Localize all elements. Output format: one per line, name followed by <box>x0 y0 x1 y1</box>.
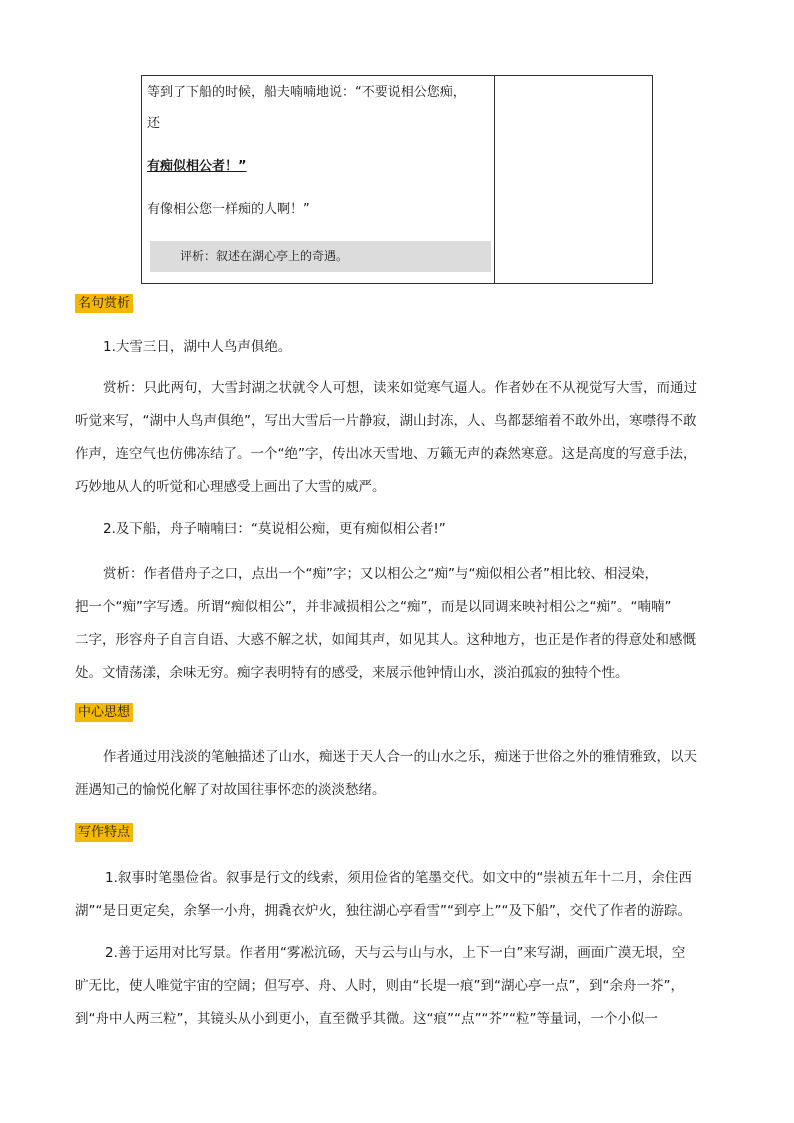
analysis-2-line: 把一个“痴”字写透。所谓“痴似相公”，并非减损相公之“痴”，而是以同调来映衬相公之“痴”。“喃喃” <box>75 599 672 615</box>
feature-2-line: 旷无比，使人唯觉宇宙的空阔；但写亭、舟、人时，则由“长堤一痕”到“湖心亭一点”，到“余舟一芥”， <box>75 978 684 994</box>
section-tag-famous-lines: 名句赏析 <box>75 294 133 313</box>
analysis-1-line: 作声，连空气也仿佛冻结了。一个“绝”字，传出冰天雪地、万籁无声的森然寒意。这是高度的写意手法， <box>75 446 697 462</box>
analysis-1-line: 赏析：只此两句，大雪封湖之状就令人可想，读来如觉寒气逼人。作者妙在不从视觉写大雪，而通过 <box>103 380 697 396</box>
famous-analysis-2-cont <box>75 591 735 690</box>
analysis-2-line: 赏析：作者借舟子之口，点出一个“痴”字；又以相公之“痴”与“痴似相公者”相比较、相浸染， <box>103 566 658 582</box>
famous-analysis-1 <box>103 372 763 405</box>
feature-1-line: 湖”“是日更定矣，余拏一小舟，拥毳衣炉火，独往湖心亭看雪”“到亭上”“及下船”，交代了作者的游踪。 <box>75 903 691 919</box>
central-idea-line: 作者通过用浅淡的笔触描述了山水，痴迷于天人合一的山水之乐，痴迷于世俗之外的雅情雅致，以天 <box>103 749 697 765</box>
central-idea-text <box>103 741 763 774</box>
analysis-2-line: 处。文情荡漾，余味无穷。痴字表明特有的感受，来展示他钟情山水，淡泊孤寂的独特个性。 <box>75 665 629 681</box>
translation-table <box>141 75 653 284</box>
feature-1 <box>105 862 765 895</box>
table-text-line-1: 等到了下船的时候，船夫喃喃地说：“不要说相公您痴， <box>147 85 466 100</box>
feature-1-cont <box>75 895 735 928</box>
table-text-line-2: 还 <box>147 116 161 131</box>
feature-2-cont <box>75 970 735 1036</box>
feature-2-line: 到“舟中人两三粒”，其镜头从小到更小，直至微乎其微。这“痕”“点”“芥”“粒”等量词，一个小似一 <box>75 1011 658 1027</box>
analysis-1-line: 巧妙地从人的听觉和心理感受上画出了大雪的威严。 <box>75 479 386 495</box>
table-translation: 有像相公您一样痴的人啊！” <box>147 202 310 217</box>
section-tag-writing-features: 写作特点 <box>75 823 133 842</box>
feature-1-line: 1.叙事时笔墨俭省。叙事是行文的线索，须用俭省的笔墨交代。如文中的“崇祯五年十二月，余住西 <box>105 870 692 886</box>
central-idea-text-cont <box>75 774 735 807</box>
feature-2-line: 2.善于运用对比写景。作者用“雾凇沆砀，天与云与山与水，上下一白”来写湖，画面广漠无垠，空 <box>105 945 686 961</box>
table-original-quote: 有痴似相公者！” <box>147 159 247 174</box>
section-tag-central-idea: 中心思想 <box>75 703 133 722</box>
table-column-divider <box>494 76 495 283</box>
analysis-1-line: 听觉来写，“湖中人鸟声俱绝”，写出大雪后一片静寂，湖山封冻，人、鸟都瑟缩着不敢外出，寒噤得不敢 <box>75 413 697 429</box>
analysis-2-line: 二字，形容舟子自言自语、大惑不解之状，如闻其声，如见其人。这种地方，也正是作者的得意处和感慨 <box>75 632 696 648</box>
central-idea-line: 涯遇知己的愉悦化解了对故国往事怀恋的淡淡愁绪。 <box>75 782 386 798</box>
famous-analysis-1-cont <box>75 405 735 504</box>
famous-quote-1: 1.大雪三日，湖中人鸟声俱绝。 <box>103 339 292 355</box>
feature-2 <box>105 937 765 970</box>
famous-quote-2: 2.及下船，舟子喃喃曰：“莫说相公痴，更有痴似相公者!” <box>103 521 446 537</box>
famous-analysis-2 <box>103 558 763 591</box>
table-analysis: 评析：叙述在湖心亭上的奇遇。 <box>150 241 491 272</box>
